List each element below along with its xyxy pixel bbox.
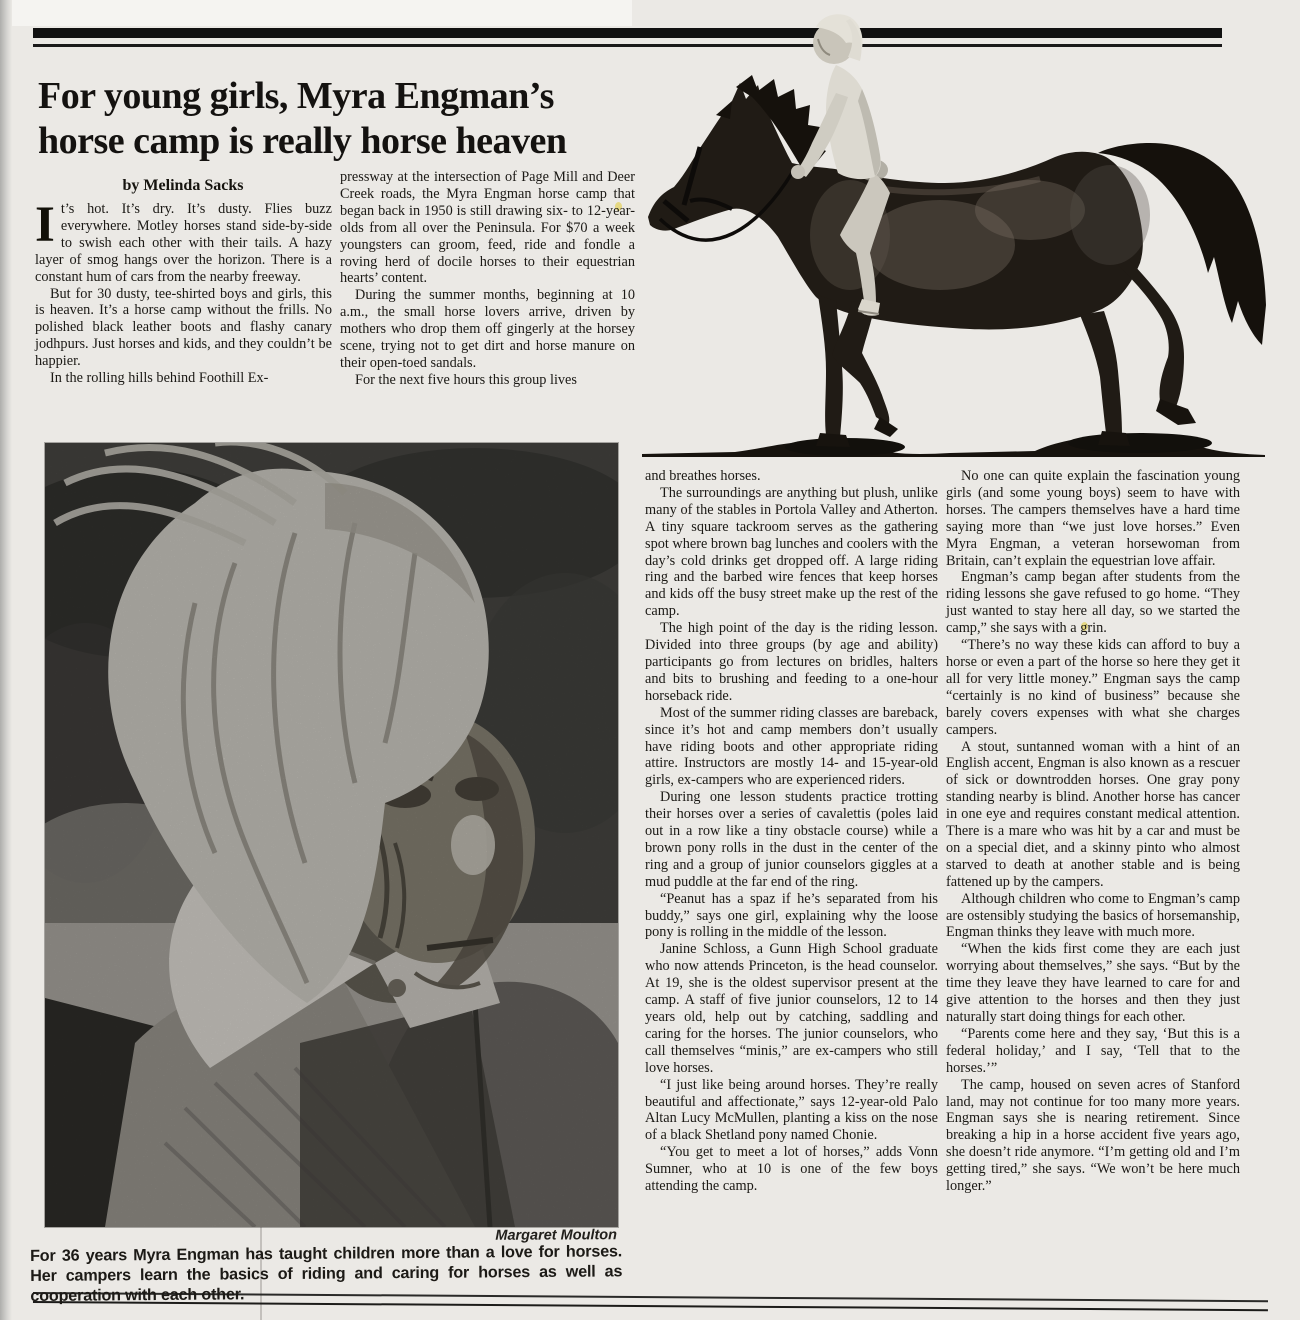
paragraph: During the summer months, beginning at 10 a.m., the small horse lovers arrive, driven by mothers who drop them off gingerly at the horsey scene, trying not to get dirt and horse manure on their open-toed sandals. [340,287,635,371]
paragraph: “Parents come here and they say, ‘But this is a federal holiday,’ and I say, ‘Tell that to the horses.’” [946,1025,1240,1076]
paragraph: The surroundings are anything but plush, unlike many of the stables in Portola Valley and Atherton. A tiny square tackroom serves as the gathering spot where brown bag lunches and coolers with the day’s cold drinks get dropped off. A large riding ring and the barbed wire fences that keep horses and kids off the busy street make up the rest of the camp. [645,484,939,620]
paragraph: “Peanut has a spaz if he’s separated from his buddy,” says one girl, explaining why the loose pony is rolling in the middle of the lesson. [645,890,938,941]
paragraph: “When the kids first come they are each just worrying about themselves,” she says. “But by the time they leave they have learned to care for and give attention to the horses and then they just naturally start doing things for each other. [946,941,1240,1025]
article-column-2 [340,169,635,445]
drop-cap: I [35,197,55,253]
paragraph: pressway at the intersection of Page Mill and Deer Creek roads, the Myra Engman horse camp that began back in 1950 is still drawing six- to 12-year-olds from all over the Peninsula. For $70 a week youngsters can groom, feed, ride and fondle a roving herd of docile horses to their equestrian hearts’ content. [340,169,635,287]
paragraph: In the rolling hills behind Foothill Ex- [50,370,269,387]
headline [38,74,613,164]
paragraph: Engman’s camp began after students from the riding lessons she gave refused to go home. “They just wanted to stay here all day, so we started the camp,” she says with a grin. [946,569,1240,637]
article-column-4 [946,468,1240,1298]
ground-shadow [642,433,1265,457]
photo-caption: For 36 years Myra Engman has taught children more than a love for horses. Her campers learn the basics of riding and caring for horses as well as cooperation with each other. [30,1242,623,1305]
article-column-1 [35,197,332,441]
photo-grain-overlay [45,443,618,1227]
paragraph: and breathes horses. [645,468,761,484]
paragraph: The high point of the day is the riding lesson. Divided into three groups (by age and ability) participants go from lectures on bridles, halters and bits to brushing and feeding to a one-hour horseback ride. [645,620,938,704]
paragraph: “You get to meet a lot of horses,” adds Vonn Sumner, who at 10 is one of the few boys attending the camp. [645,1144,938,1195]
scan-edge-top [12,0,632,26]
paragraph: The camp, housed on seven acres of Stanford land, may not continue for too many more years. Engman says she is nearing retirement. Since breaking a hip in a horse accident five years ago, she doesn’t ride anymore. “I’m getting old and I’m getting tired,” she says. “We won’t be here much longer.” [946,1076,1240,1195]
paragraph: Although children who come to Engman’s camp are ostensibly studying the basics of horsemanship, Engman thinks they leave with much more. [946,890,1240,941]
paragraph: No one can quite explain the fascination young girls (and some young boys) seem to have with horses. The campers themselves have a hard time saying more than “we just love horses.” Even Myra Engman, a veteran horsewoman from Britain, can’t explain the equestrian love affair. [946,468,1240,569]
headline-line2: horse camp is really horse heaven [38,120,567,162]
girl-riding-horse-photo [640,5,1270,457]
myra-engman-portrait-photo [45,443,618,1227]
horse-silhouette [648,75,1196,447]
paragraph [35,197,332,286]
article-column-3 [645,468,938,1298]
paragraph: Janine Schloss, a Gunn High School graduate who now attends Princeton, is the head counselor. At 19, she is the oldest supervisor present at the camp. A staff of five junior counselors, 12 to 14 years old, help out by catching, saddling and caring for the horses. The junior counselors, who call themselves “minis,” are ex-campers who still love horses. [645,941,938,1076]
paragraph: During one lesson students practice trotting their horses over a series of cavalettis (poles laid out in a row like a tiny obstacle course) while a brown pony rolls in the dust in the center of the ring and a group of junior counselors giggles at a mud puddle at the far end of the ring. [645,789,938,890]
scan-edge-left [0,0,12,1320]
paragraph: Most of the summer riding classes are bareback, since it’s hot and camp members don’t usually have riding boots and other appropriate riding attire. Instructors are mostly 14- and 15-year-old girls, ex-campers who are experienced riders. [645,704,938,789]
paragraph: “There’s no way these kids can afford to buy a horse or even a part of the horse so here they get it all for very little money.” Engman says the camp “certainly is no kind of business” because she barely covers expenses with what she charges campers. [946,637,1240,738]
byline: by Melinda Sacks [122,177,244,194]
paragraph: A stout, suntanned woman with a hint of an English accent, Engman is also known as a rescuer of sick or downtrodden horses. One gray pony standing nearby is blind. Another horse has cancer in one eye and requires constant medical attention. There is a mare who was hit by a car and must be on a special diet, and a skinny pinto who almost starved to death at another stable and is being fattened up by the campers. [946,738,1240,890]
paragraph-text: t’s hot. It’s dry. It’s dusty. Flies buzz everywhere. Motley horses stand side-by-side to swish each other with their tails. A hazy layer of smog hangs over the horizon. There is a constant hum of cars from the nearby freeway. [35,201,332,285]
paragraph: “I just like being around horses. They’re really beautiful and affectionate,” says 12-year-old Palo Altan Lucy McMullen, planting a kiss on the nose of a black Shetland pony named Chonie. [645,1076,938,1144]
paragraph: For the next five hours this group lives [355,371,577,388]
photo-credit: Margaret Moulton [495,1227,618,1244]
paragraph: But for 30 dusty, tee-shirted boys and girls, this is heaven. It’s a horse camp without the frills. No polished black leather boots and flashy canary jodhpurs. Just horses and kids, and they couldn’t be happier. [35,285,332,370]
headline-line1: For young girls, Myra Engman’s [38,75,554,117]
